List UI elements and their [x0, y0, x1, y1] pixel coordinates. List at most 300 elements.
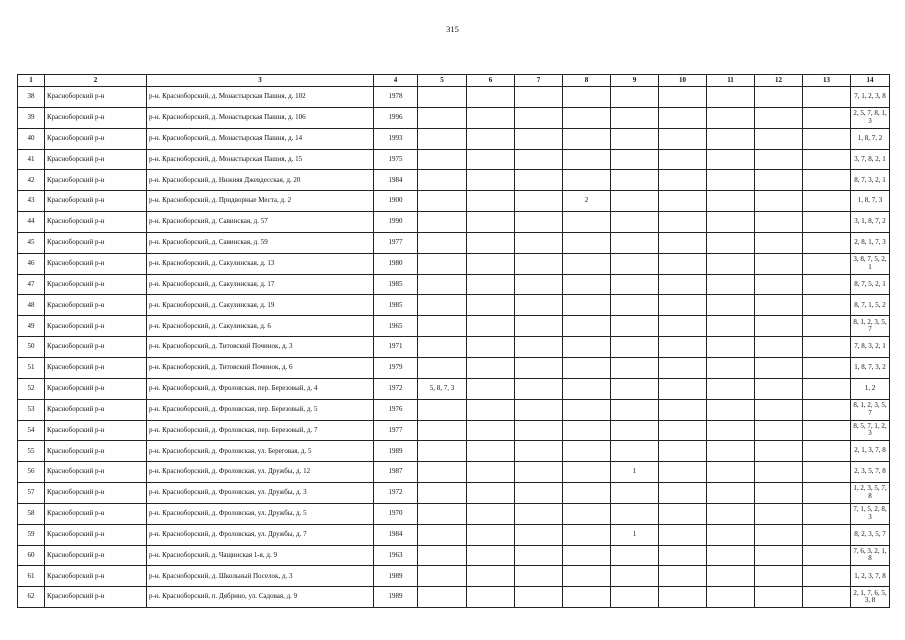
col11-cell — [707, 212, 755, 233]
col7-cell — [515, 420, 563, 441]
col6-cell — [467, 191, 515, 212]
column-header-4: 4 — [374, 75, 418, 87]
col6-cell — [467, 357, 515, 378]
col7-cell — [515, 170, 563, 191]
col9-cell — [611, 587, 659, 608]
year-cell: 1965 — [374, 316, 418, 337]
year-cell: 1900 — [374, 191, 418, 212]
table-row — [18, 420, 890, 441]
column-header-6: 6 — [467, 75, 515, 87]
col10-cell — [659, 378, 707, 399]
col14-cell: 1, 8, 7, 3 — [851, 191, 890, 212]
col13-cell — [803, 420, 851, 441]
col6-cell — [467, 107, 515, 128]
col12-cell — [755, 337, 803, 358]
col10-cell — [659, 337, 707, 358]
col13-cell — [803, 399, 851, 420]
col9-cell — [611, 503, 659, 524]
col10-cell — [659, 483, 707, 504]
district-cell: Красноборский р-н — [45, 503, 147, 524]
col6-cell — [467, 483, 515, 504]
table-row — [18, 483, 890, 504]
table-row — [18, 170, 890, 191]
col8-cell — [563, 337, 611, 358]
col10-cell — [659, 253, 707, 274]
table-row — [18, 357, 890, 378]
col8-cell — [563, 587, 611, 608]
col9-cell — [611, 295, 659, 316]
col13-cell — [803, 212, 851, 233]
district-cell: Красноборский р-н — [45, 253, 147, 274]
col6-cell — [467, 399, 515, 420]
col6-cell — [467, 316, 515, 337]
row-number-cell: 54 — [18, 420, 45, 441]
col9-cell — [611, 545, 659, 566]
district-cell: Красноборский р-н — [45, 420, 147, 441]
column-header-14: 14 — [851, 75, 890, 87]
col6-cell — [467, 274, 515, 295]
col14-cell: 2, 3, 5, 7, 8 — [851, 462, 890, 483]
table-row — [18, 253, 890, 274]
col10-cell — [659, 295, 707, 316]
col14-cell: 7, 1, 5, 2, 8, 3 — [851, 503, 890, 524]
row-number-cell: 56 — [18, 462, 45, 483]
col11-cell — [707, 441, 755, 462]
col11-cell — [707, 566, 755, 587]
address-cell: р-н. Красноборский, д. Савинская, д. 57 — [147, 212, 374, 233]
col6-cell — [467, 232, 515, 253]
col7-cell — [515, 107, 563, 128]
col14-cell: 8, 1, 2, 3, 5, 7 — [851, 399, 890, 420]
table-row — [18, 566, 890, 587]
col9-cell — [611, 378, 659, 399]
col5-cell: 5, 8, 7, 3 — [418, 378, 467, 399]
col5-cell — [418, 337, 467, 358]
col7-cell — [515, 399, 563, 420]
col13-cell — [803, 316, 851, 337]
col10-cell — [659, 87, 707, 108]
year-cell: 1989 — [374, 441, 418, 462]
district-cell: Красноборский р-н — [45, 337, 147, 358]
row-number-cell: 38 — [18, 87, 45, 108]
col13-cell — [803, 462, 851, 483]
address-cell: р-н. Красноборский, п. Дябрино, ул. Садовая, д. 9 — [147, 587, 374, 608]
table-row — [18, 149, 890, 170]
table-row — [18, 462, 890, 483]
col5-cell — [418, 357, 467, 378]
table-row — [18, 337, 890, 358]
col11-cell — [707, 337, 755, 358]
district-cell: Красноборский р-н — [45, 232, 147, 253]
col14-cell: 3, 7, 8, 2, 1 — [851, 149, 890, 170]
district-cell: Красноборский р-н — [45, 191, 147, 212]
address-cell: р-н. Красноборский, д. Сакулинская, д. 13 — [147, 253, 374, 274]
col9-cell — [611, 212, 659, 233]
col10-cell — [659, 274, 707, 295]
col7-cell — [515, 253, 563, 274]
address-cell: р-н. Красноборский, д. Чащинская 1-я, д. 9 — [147, 545, 374, 566]
year-cell: 1977 — [374, 420, 418, 441]
col8-cell — [563, 149, 611, 170]
col9-cell — [611, 253, 659, 274]
col11-cell — [707, 274, 755, 295]
col5-cell — [418, 295, 467, 316]
col10-cell — [659, 441, 707, 462]
col8-cell — [563, 232, 611, 253]
address-cell: р-н. Красноборский, д. Придворные Места, д. 2 — [147, 191, 374, 212]
district-cell: Красноборский р-н — [45, 212, 147, 233]
row-number-cell: 46 — [18, 253, 45, 274]
address-cell: р-н. Красноборский, д. Титовский Починок, д. 3 — [147, 337, 374, 358]
col7-cell — [515, 524, 563, 545]
address-cell: р-н. Красноборский, д. Монастырская Пашня, д. 102 — [147, 87, 374, 108]
col13-cell — [803, 232, 851, 253]
col14-cell: 8, 7, 3, 2, 1 — [851, 170, 890, 191]
col7-cell — [515, 149, 563, 170]
col12-cell — [755, 357, 803, 378]
col11-cell — [707, 378, 755, 399]
address-cell: р-н. Красноборский, д. Савинская, д. 59 — [147, 232, 374, 253]
column-header-3: 3 — [147, 75, 374, 87]
row-number-cell: 43 — [18, 191, 45, 212]
col12-cell — [755, 399, 803, 420]
col8-cell: 2 — [563, 191, 611, 212]
col6-cell — [467, 545, 515, 566]
district-cell: Красноборский р-н — [45, 149, 147, 170]
col12-cell — [755, 462, 803, 483]
column-header-8: 8 — [563, 75, 611, 87]
col5-cell — [418, 316, 467, 337]
col10-cell — [659, 399, 707, 420]
year-cell: 1972 — [374, 483, 418, 504]
col6-cell — [467, 149, 515, 170]
col7-cell — [515, 232, 563, 253]
col11-cell — [707, 149, 755, 170]
col7-cell — [515, 462, 563, 483]
table-body — [18, 87, 890, 608]
col8-cell — [563, 274, 611, 295]
col12-cell — [755, 170, 803, 191]
col8-cell — [563, 399, 611, 420]
col12-cell — [755, 316, 803, 337]
col14-cell: 1, 8, 7, 3, 2 — [851, 357, 890, 378]
col13-cell — [803, 503, 851, 524]
col8-cell — [563, 441, 611, 462]
col5-cell — [418, 212, 467, 233]
year-cell: 1978 — [374, 87, 418, 108]
col9-cell — [611, 191, 659, 212]
col8-cell — [563, 316, 611, 337]
table-row — [18, 503, 890, 524]
col11-cell — [707, 191, 755, 212]
col13-cell — [803, 524, 851, 545]
col14-cell: 2, 1, 7, 6, 5, 3, 8 — [851, 587, 890, 608]
col13-cell — [803, 441, 851, 462]
table-row — [18, 524, 890, 545]
col14-cell: 1, 2, 3, 7, 8 — [851, 566, 890, 587]
col12-cell — [755, 232, 803, 253]
row-number-cell: 45 — [18, 232, 45, 253]
col12-cell — [755, 191, 803, 212]
col13-cell — [803, 337, 851, 358]
year-cell: 1990 — [374, 212, 418, 233]
column-header-12: 12 — [755, 75, 803, 87]
district-cell: Красноборский р-н — [45, 545, 147, 566]
row-number-cell: 50 — [18, 337, 45, 358]
district-cell: Красноборский р-н — [45, 483, 147, 504]
year-cell: 1985 — [374, 274, 418, 295]
col9-cell: 1 — [611, 524, 659, 545]
year-cell: 1971 — [374, 337, 418, 358]
col10-cell — [659, 503, 707, 524]
col6-cell — [467, 524, 515, 545]
col11-cell — [707, 128, 755, 149]
row-number-cell: 42 — [18, 170, 45, 191]
col8-cell — [563, 503, 611, 524]
district-cell: Красноборский р-н — [45, 87, 147, 108]
col7-cell — [515, 274, 563, 295]
col13-cell — [803, 128, 851, 149]
col12-cell — [755, 545, 803, 566]
row-number-cell: 55 — [18, 441, 45, 462]
col7-cell — [515, 545, 563, 566]
col7-cell — [515, 337, 563, 358]
col6-cell — [467, 295, 515, 316]
col14-cell: 2, 1, 3, 7, 8 — [851, 441, 890, 462]
col5-cell — [418, 524, 467, 545]
col13-cell — [803, 253, 851, 274]
column-header-9: 9 — [611, 75, 659, 87]
col6-cell — [467, 170, 515, 191]
district-cell: Красноборский р-н — [45, 128, 147, 149]
row-number-cell: 47 — [18, 274, 45, 295]
row-number-cell: 39 — [18, 107, 45, 128]
address-cell: р-н. Красноборский, д. Фроловская, пер. Березовый, д. 7 — [147, 420, 374, 441]
year-cell: 1984 — [374, 170, 418, 191]
column-header-13: 13 — [803, 75, 851, 87]
col12-cell — [755, 503, 803, 524]
address-cell: р-н. Красноборский, д. Фроловская, пер. Березовый, д. 5 — [147, 399, 374, 420]
table-row — [18, 399, 890, 420]
col9-cell — [611, 566, 659, 587]
table-row — [18, 191, 890, 212]
col14-cell: 7, 1, 2, 3, 8 — [851, 87, 890, 108]
col6-cell — [467, 503, 515, 524]
col13-cell — [803, 191, 851, 212]
column-header-2: 2 — [45, 75, 147, 87]
col13-cell — [803, 274, 851, 295]
col9-cell — [611, 316, 659, 337]
col6-cell — [467, 128, 515, 149]
col9-cell — [611, 357, 659, 378]
col5-cell — [418, 441, 467, 462]
row-number-cell: 61 — [18, 566, 45, 587]
address-cell: р-н. Красноборский, д. Титовский Починок, д. 6 — [147, 357, 374, 378]
table-row — [18, 316, 890, 337]
col10-cell — [659, 107, 707, 128]
col14-cell: 2, 5, 7, 8, 1, 3 — [851, 107, 890, 128]
row-number-cell: 49 — [18, 316, 45, 337]
address-cell: р-н. Красноборский, д. Нижняя Джевдесская, д. 20 — [147, 170, 374, 191]
col9-cell: 1 — [611, 462, 659, 483]
housing-table — [17, 74, 890, 608]
col5-cell — [418, 462, 467, 483]
col11-cell — [707, 316, 755, 337]
col7-cell — [515, 357, 563, 378]
address-cell: р-н. Красноборский, д. Монастырская Пашня, д. 106 — [147, 107, 374, 128]
col8-cell — [563, 295, 611, 316]
col14-cell: 3, 1, 8, 7, 2 — [851, 212, 890, 233]
col8-cell — [563, 107, 611, 128]
address-cell: р-н. Красноборский, д. Сакулинская, д. 19 — [147, 295, 374, 316]
col13-cell — [803, 295, 851, 316]
col14-cell: 1, 8, 7, 2 — [851, 128, 890, 149]
col12-cell — [755, 107, 803, 128]
col14-cell: 2, 8, 1, 7, 3 — [851, 232, 890, 253]
col14-cell: 7, 8, 3, 2, 1 — [851, 337, 890, 358]
district-cell: Красноборский р-н — [45, 170, 147, 191]
col11-cell — [707, 545, 755, 566]
district-cell: Красноборский р-н — [45, 316, 147, 337]
column-header-10: 10 — [659, 75, 707, 87]
col8-cell — [563, 566, 611, 587]
col6-cell — [467, 378, 515, 399]
col8-cell — [563, 170, 611, 191]
col10-cell — [659, 170, 707, 191]
col6-cell — [467, 462, 515, 483]
year-cell: 1970 — [374, 503, 418, 524]
col6-cell — [467, 587, 515, 608]
col10-cell — [659, 232, 707, 253]
col8-cell — [563, 212, 611, 233]
table-row — [18, 232, 890, 253]
col9-cell — [611, 149, 659, 170]
col10-cell — [659, 357, 707, 378]
row-number-cell: 57 — [18, 483, 45, 504]
col9-cell — [611, 107, 659, 128]
year-cell: 1977 — [374, 232, 418, 253]
col8-cell — [563, 524, 611, 545]
col11-cell — [707, 253, 755, 274]
col6-cell — [467, 441, 515, 462]
col11-cell — [707, 295, 755, 316]
col9-cell — [611, 483, 659, 504]
col6-cell — [467, 420, 515, 441]
address-cell: р-н. Красноборский, д. Фроловская, ул. Дружбы, д. 12 — [147, 462, 374, 483]
col11-cell — [707, 87, 755, 108]
col5-cell — [418, 545, 467, 566]
row-number-cell: 62 — [18, 587, 45, 608]
col14-cell: 8, 1, 2, 3, 5, 7 — [851, 316, 890, 337]
col8-cell — [563, 87, 611, 108]
page-number: 315 — [446, 24, 459, 34]
col5-cell — [418, 274, 467, 295]
row-number-cell: 60 — [18, 545, 45, 566]
col11-cell — [707, 357, 755, 378]
col6-cell — [467, 212, 515, 233]
col14-cell: 3, 8, 7, 5, 2, 1 — [851, 253, 890, 274]
year-cell: 1987 — [374, 462, 418, 483]
col6-cell — [467, 566, 515, 587]
column-header-1: 1 — [18, 75, 45, 87]
year-cell: 1963 — [374, 545, 418, 566]
col13-cell — [803, 170, 851, 191]
col12-cell — [755, 483, 803, 504]
col13-cell — [803, 149, 851, 170]
col10-cell — [659, 524, 707, 545]
col12-cell — [755, 128, 803, 149]
col7-cell — [515, 483, 563, 504]
col8-cell — [563, 357, 611, 378]
table-row — [18, 87, 890, 108]
year-cell: 1976 — [374, 399, 418, 420]
col13-cell — [803, 545, 851, 566]
col13-cell — [803, 483, 851, 504]
col9-cell — [611, 337, 659, 358]
col7-cell — [515, 128, 563, 149]
col10-cell — [659, 128, 707, 149]
col5-cell — [418, 253, 467, 274]
row-number-cell: 51 — [18, 357, 45, 378]
col5-cell — [418, 107, 467, 128]
col12-cell — [755, 587, 803, 608]
district-cell: Красноборский р-н — [45, 295, 147, 316]
col5-cell — [418, 399, 467, 420]
row-number-cell: 59 — [18, 524, 45, 545]
year-cell: 1989 — [374, 566, 418, 587]
col7-cell — [515, 378, 563, 399]
col14-cell: 8, 2, 3, 5, 7 — [851, 524, 890, 545]
table-row — [18, 441, 890, 462]
col7-cell — [515, 191, 563, 212]
col7-cell — [515, 316, 563, 337]
row-number-cell: 41 — [18, 149, 45, 170]
col13-cell — [803, 378, 851, 399]
col5-cell — [418, 587, 467, 608]
col5-cell — [418, 191, 467, 212]
year-cell: 1985 — [374, 295, 418, 316]
col6-cell — [467, 87, 515, 108]
address-cell: р-н. Красноборский, д. Сакулинская, д. 17 — [147, 274, 374, 295]
table-row — [18, 212, 890, 233]
col5-cell — [418, 232, 467, 253]
col11-cell — [707, 483, 755, 504]
year-cell: 1993 — [374, 128, 418, 149]
col9-cell — [611, 441, 659, 462]
row-number-cell: 40 — [18, 128, 45, 149]
district-cell: Красноборский р-н — [45, 378, 147, 399]
address-cell: р-н. Красноборский, д. Фроловская, ул. Береговая, д. 5 — [147, 441, 374, 462]
col12-cell — [755, 378, 803, 399]
col10-cell — [659, 212, 707, 233]
table-row — [18, 274, 890, 295]
col9-cell — [611, 87, 659, 108]
column-header-5: 5 — [418, 75, 467, 87]
col11-cell — [707, 107, 755, 128]
col14-cell: 8, 5, 7, 1, 2, 3 — [851, 420, 890, 441]
row-number-cell: 52 — [18, 378, 45, 399]
year-cell: 1984 — [374, 524, 418, 545]
col7-cell — [515, 295, 563, 316]
col7-cell — [515, 566, 563, 587]
col11-cell — [707, 503, 755, 524]
col9-cell — [611, 274, 659, 295]
col12-cell — [755, 274, 803, 295]
col11-cell — [707, 524, 755, 545]
table-row — [18, 295, 890, 316]
col13-cell — [803, 587, 851, 608]
address-cell: р-н. Красноборский, д. Монастырская Пашня, д. 14 — [147, 128, 374, 149]
